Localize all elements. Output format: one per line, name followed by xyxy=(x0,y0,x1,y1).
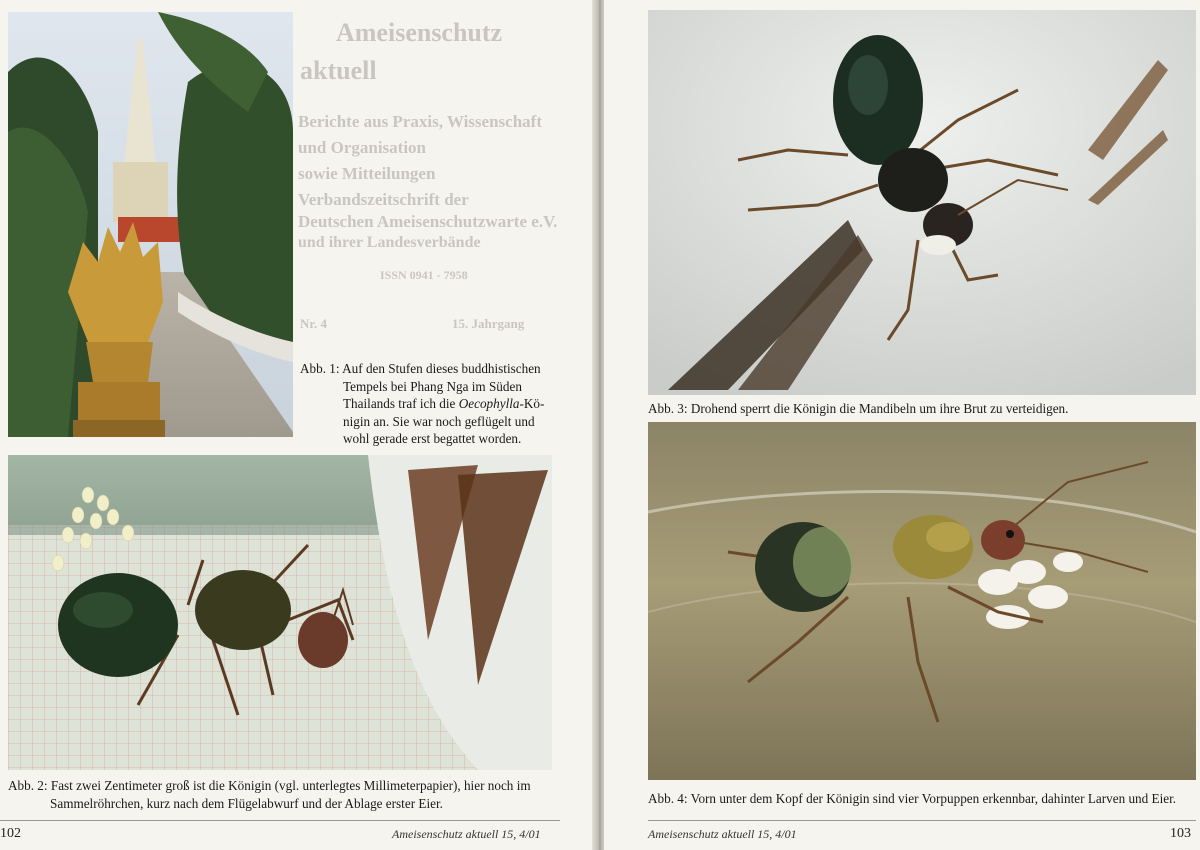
ghost-line-7: Deutschen Ameisenschutzwarte e.V. xyxy=(298,212,558,231)
caption-abb2-line1: Fast zwei Zentimeter groß ist die Königin (vgl. unterlegtes Millimeterpapier), hier noch im xyxy=(50,778,531,793)
caption-abb2-label: Abb. 2: xyxy=(8,778,48,793)
ghost-issn: ISSN 0941 - 7958 xyxy=(380,268,468,282)
journal-footer-left: Ameisenschutz aktuell 15, 4/01 xyxy=(392,827,541,841)
caption-abb1-italic: Oecophylla xyxy=(458,396,520,411)
caption-abb1 xyxy=(300,360,552,448)
right-page xyxy=(604,0,1200,850)
footer-rule-left xyxy=(0,820,560,821)
page-number-left: 102 xyxy=(0,826,21,841)
ant-photo-abb2 xyxy=(8,455,552,770)
caption-abb1-line5: wohl gerade erst begattet worden. xyxy=(343,431,522,446)
ghost-title-2: aktuell xyxy=(300,56,377,85)
ant-photo-abb4 xyxy=(648,422,1196,780)
ghost-line-4: und Organisation xyxy=(298,138,427,157)
ghost-line-6: Verbandszeitschrift der xyxy=(298,190,469,209)
ghost-issue: Nr. 4 xyxy=(300,316,327,331)
caption-abb1-line1: Auf den Stufen dieses buddhistischen xyxy=(342,361,541,376)
caption-abb1-line4: nigin an. Sie war noch geflügelt und xyxy=(343,413,535,429)
caption-abb2-line2: Sammelröhrchen, kurz nach dem Flügelabwurf und der Ablage erster Eier. xyxy=(50,795,443,811)
ant-photo-abb3 xyxy=(648,10,1196,395)
temple-photo xyxy=(8,12,293,437)
caption-abb1-label: Abb. 1: xyxy=(300,361,340,376)
caption-abb4: Abb. 4: Vorn unter dem Kopf der Königin sind vier Vorpuppen erkennbar, dahinter Larven und Eier. xyxy=(648,791,1177,806)
caption-abb1-line3: Thailands traf ich die xyxy=(343,396,459,411)
ghost-title-1: Ameisenschutz xyxy=(336,18,503,47)
caption-abb2 xyxy=(8,777,558,812)
ghost-line-8: und ihrer Landesverbände xyxy=(298,234,481,251)
ghost-year: 15. Jahrgang xyxy=(452,316,525,331)
footer-rule-right xyxy=(648,820,1196,821)
caption-abb3: Abb. 3: Drohend sperrt die Königin die Mandibeln um ihre Brut zu verteidigen. xyxy=(648,401,1069,416)
caption-abb1-line3-tail: -Kö- xyxy=(519,396,545,411)
caption-abb1-line2: Tempels bei Phang Nga im Süden xyxy=(343,378,522,394)
journal-footer-right: Ameisenschutz aktuell 15, 4/01 xyxy=(648,827,797,841)
page-number-right: 103 xyxy=(1170,826,1191,841)
ghost-line-3: Berichte aus Praxis, Wissenschaft xyxy=(298,112,542,131)
left-page xyxy=(0,0,596,850)
ghost-line-5: sowie Mitteilungen xyxy=(298,164,436,183)
